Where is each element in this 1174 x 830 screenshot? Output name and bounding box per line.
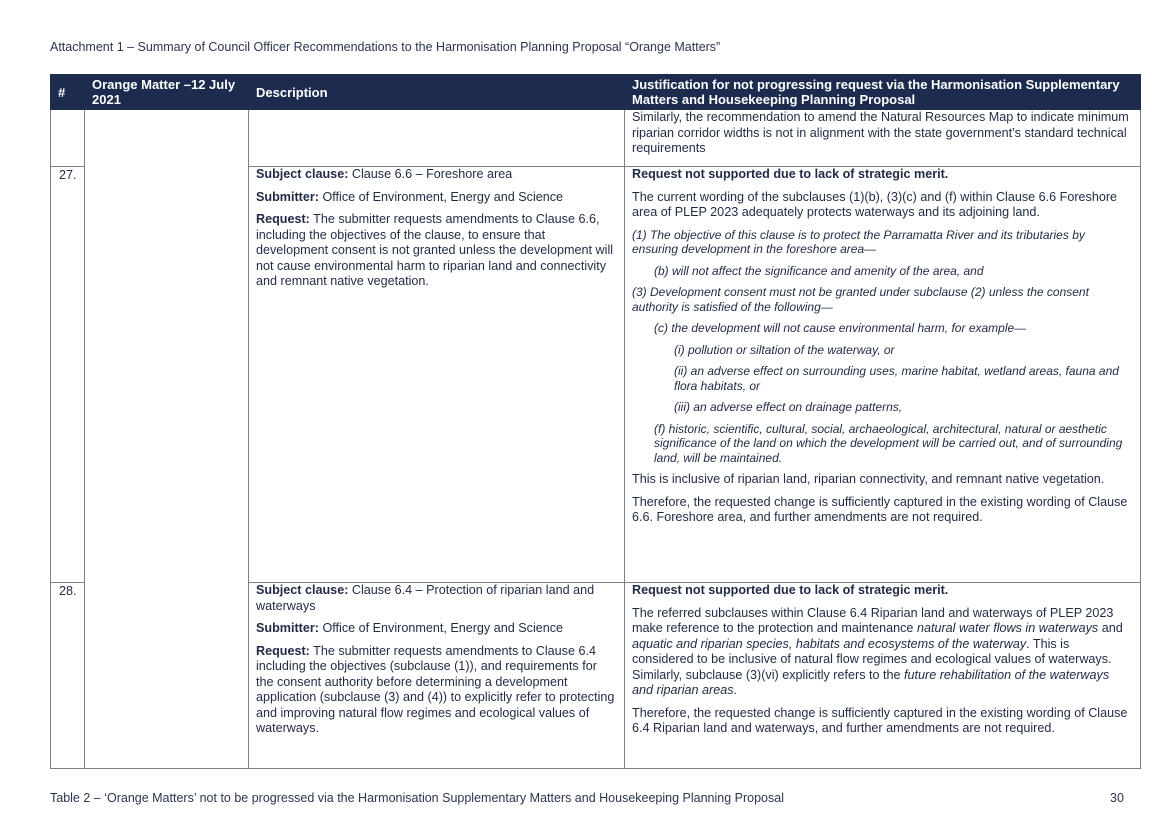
legislation-quote: (1) The objective of this clause is to protect the Parramatta River and its tributaries by ensuring development in the foreshore area— — [632, 227, 1085, 256]
column-header-orange-matter: Orange Matter –12 July 2021 — [85, 75, 249, 110]
recommendations-table — [50, 74, 1141, 769]
table-caption: Table 2 – ‘Orange Matters’ not to be progressed via the Harmonisation Supplementary Matters and Housekeeping Planning Proposal — [50, 791, 784, 805]
cell-orange-matter — [85, 110, 249, 769]
justification-text: Similarly, the recommendation to amend the Natural Resources Map to indicate minimum riparian corridor widths is not in alignment with the state government’s standard technical requirements — [632, 110, 1129, 155]
column-header-justification: Justification for not progressing request via the Harmonisation Supplementary Matters and Housekeeping Planning Proposal — [625, 75, 1141, 110]
cell-justification — [625, 110, 1141, 167]
submitter-value: Office of Environment, Energy and Science — [318, 621, 564, 635]
cell-number — [51, 110, 85, 167]
request-label: Request: — [256, 212, 310, 226]
submitter — [256, 621, 617, 637]
submitter-label: Submitter: — [256, 189, 319, 204]
cell-description — [249, 167, 625, 583]
text-run: . This is considered to be inclusive of natural flow regimes and ecological values of waterways. Similarly, subclause (3)(vi) explicitly refers to the — [632, 636, 1112, 682]
subject-clause — [256, 167, 617, 183]
subject-value: Clause 6.4 – Protection of riparian land and waterways — [256, 583, 595, 613]
legislation-quote: (c) the development will not cause environmental harm, for example— — [654, 321, 1027, 335]
cell-description — [249, 583, 625, 769]
justification-paragraph: The current wording of the subclauses (1)(b), (3)(c) and (f) within Clause 6.6 Foreshore area of PLEP 2023 adequately protects waterways and its adjoining land. — [632, 189, 1118, 219]
column-header-number: # — [51, 75, 85, 110]
table-row — [51, 110, 1141, 167]
submitter — [256, 190, 617, 206]
subject-label: Subject clause: — [256, 167, 349, 181]
cell-description — [249, 110, 625, 167]
request-label: Request: — [256, 643, 310, 658]
text-run: and — [1098, 621, 1123, 635]
cell-justification — [625, 583, 1141, 769]
request-value: The submitter requests amendments to Clause 6.6, including the objectives of the clause, to ensure that development consent is not granted unless the development will not cause environmental harm to riparian land and connectivity and remnant native vegetation. — [256, 212, 614, 288]
legislation-quote: (i) pollution or siltation of the waterway, or — [674, 342, 895, 357]
legislation-quote: (3) Development consent must not be granted under subclause (2) unless the consent authority is satisfied of the following— — [632, 285, 1089, 314]
text-run-italic: future rehabilitation of the waterways and riparian areas — [632, 667, 1110, 697]
submitter-label: Submitter: — [256, 621, 319, 635]
page-number: 30 — [1110, 791, 1124, 805]
table-header-row — [51, 75, 1141, 110]
text-run-italic: aquatic and riparian species, habitats and ecosystems of the waterway — [632, 636, 1027, 651]
subject-clause — [256, 583, 617, 614]
subject-value: Clause 6.6 – Foreshore area — [348, 167, 513, 181]
text-run: The referred subclauses within Clause 6.4 Riparian land and waterways of PLEP 2023 make reference to the protection and maintenance — [632, 605, 1114, 635]
request — [256, 644, 617, 737]
text-run: . — [733, 683, 738, 697]
justification-paragraph: This is inclusive of riparian land, riparian connectivity, and remnant native vegetation. — [632, 472, 1105, 486]
submitter-value: Office of Environment, Energy and Science — [318, 189, 564, 204]
justification-paragraph: Therefore, the requested change is sufficiently captured in the existing wording of Clause 6.4 Riparian land and waterways, and further amendments are not required. — [632, 705, 1128, 735]
request-value: The submitter requests amendments to Clause 6.4 including the objectives (subclause (1)), and requirements for the consent authority before determining a development application (subclause (3) and (4)) to explicitly refer to protecting and improving natural flow regimes and ecological values of waterways. — [256, 643, 615, 735]
justification-paragraph: Therefore, the requested change is sufficiently captured in the existing wording of Clause 6.6. Foreshore area, and further amendments are not required. — [632, 494, 1128, 524]
column-header-description: Description — [249, 75, 625, 110]
page-header: Attachment 1 – Summary of Council Officer Recommendations to the Harmonisation Planning Proposal “Orange Matters” — [50, 40, 721, 54]
row-number: 28. — [51, 583, 85, 769]
subject-label: Subject clause: — [256, 583, 349, 597]
legislation-quote: (f) historic, scientific, cultural, social, archaeological, architectural, natural or aesthetic significance of the land on which the development will be carried out, and of surrounding land, will be maintained. — [654, 421, 1123, 465]
legislation-quote: (iii) an adverse effect on drainage patterns, — [674, 400, 903, 414]
justification-paragraph — [632, 606, 1133, 699]
verdict: Request not supported due to lack of strategic merit. — [632, 167, 949, 181]
request — [256, 212, 617, 290]
text-run-italic: natural water flows in waterways — [916, 621, 1099, 635]
legislation-quote: (b) will not affect the significance and amenity of the area, and — [654, 263, 984, 278]
legislation-quote: (ii) an adverse effect on surrounding uses, marine habitat, wetland areas, fauna and flora habitats, or — [674, 364, 1119, 393]
cell-justification — [625, 167, 1141, 583]
row-number: 27. — [51, 167, 85, 583]
verdict: Request not supported due to lack of strategic merit. — [632, 583, 949, 597]
